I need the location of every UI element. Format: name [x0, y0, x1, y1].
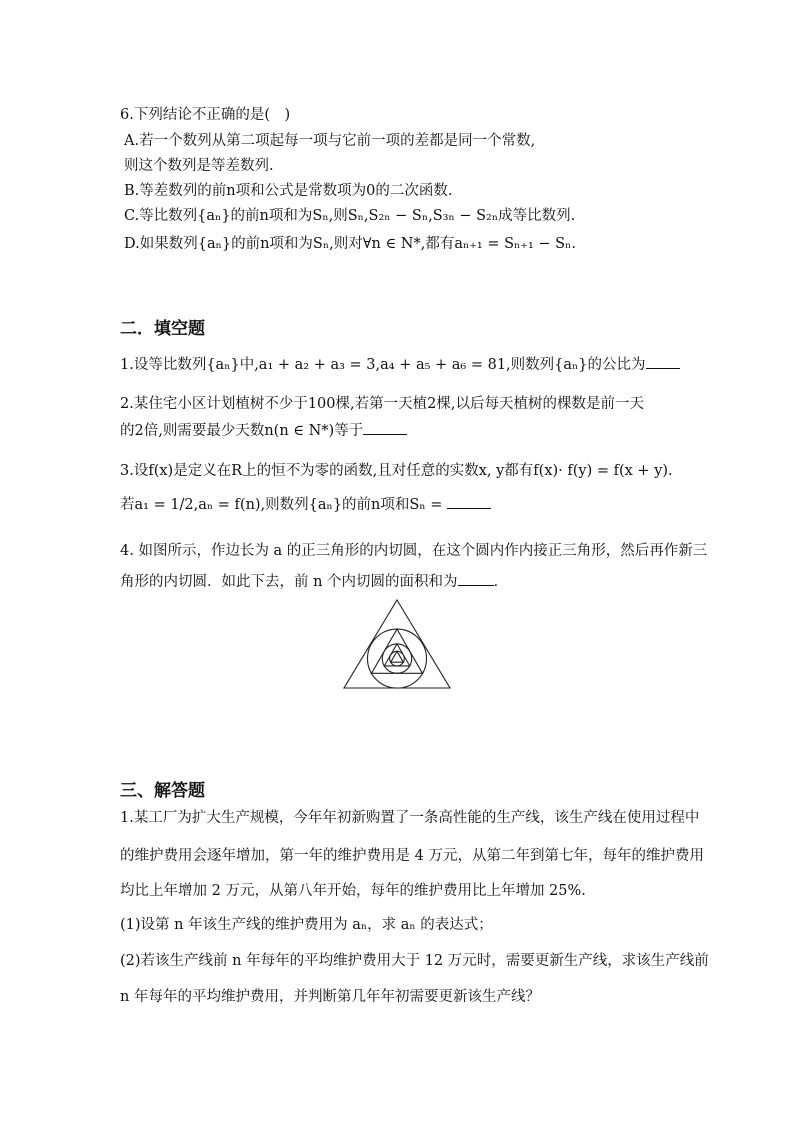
q6-stem: 6.下列结论不正确的是( ): [120, 107, 291, 123]
answer-blank: [363, 420, 407, 435]
fill-q3-line1: 3.设f(x)是定义在R上的恒不为零的函数,且对任意的实数x, y都有f(x)· f(y) = f(x + y).: [120, 463, 673, 479]
fill-q4-period: ．: [493, 574, 509, 590]
section-heading-solution: 三、解答题: [120, 781, 205, 801]
q6-option-b: B.等差数列的前n项和公式是常数项为0的二次函数.: [124, 183, 453, 199]
fill-q2-text: 的2倍,则需要最少天数n(n ∈ N*)等于: [120, 423, 364, 439]
section-heading-fill-blank: 二．填空题: [120, 319, 205, 339]
q6-option-a-line2: 则这个数列是等差数列.: [124, 158, 274, 174]
fill-q4-text: 角形的内切圆．如此下去，前 n 个内切圆的面积和为: [120, 574, 458, 590]
answer-blank: [646, 354, 680, 369]
solve-q1-line1: 1.某工厂为扩大生产规模，今年年初新购置了一条高性能的生产线，该生产线在使用过程中: [120, 810, 700, 826]
answer-blank: [447, 494, 491, 509]
fill-q1: [120, 354, 680, 375]
q6-option-c: C.等比数列{aₙ}的前n项和为Sₙ,则Sₙ,S₂ₙ − Sₙ,S₃ₙ − S₂ₙ成等比数列.: [124, 208, 576, 224]
solve-q1-part1: (1)设第 n 年该生产线的维护费用为 aₙ，求 aₙ 的表达式；: [120, 917, 493, 933]
fill-q4-line1: 4. 如图所示，作边长为 a 的正三角形的内切圆，在这个圆内作内接正三角形，然后再作新三: [120, 543, 708, 559]
q6-option-a-line1: A.若一个数列从第二项起每一项与它前一项的差都是同一个常数,: [124, 133, 536, 149]
fill-q3-text: 若a₁ = 1/2,aₙ = f(n),则数列{aₙ}的前n项和Sₙ =: [120, 497, 443, 513]
answer-blank: [458, 571, 494, 586]
incircle-2: [382, 644, 411, 673]
solve-q1-part2-line1: (2)若该生产线前 n 年每年的平均维护费用大于 12 万元时，需要更新生产线，求该生产线前: [120, 953, 709, 969]
solve-q1-line3: 均比上年增加 2 万元，从第八年开始，每年的维护费用比上年增加 25%.: [120, 883, 586, 899]
q6-option-d: D.如果数列{aₙ}的前n项和为Sₙ,则对∀n ∈ N*,都有aₙ₊₁ = Sₙ₊₁ − Sₙ.: [124, 236, 576, 252]
nested-triangles-circles-figure: [342, 598, 452, 690]
incircle-1: [368, 629, 427, 688]
fill-q2-line1: 2.某住宅小区计划植树不少于100棵,若第一天植2棵,以后每天植树的棵数是前一天: [120, 396, 644, 412]
fill-q4-line2: [120, 571, 508, 592]
fill-q2-line2: [120, 420, 407, 441]
incircle-3: [390, 651, 405, 666]
fill-q1-text: 1.设等比数列{aₙ}中,a₁ + a₂ + a₃ = 3,a₄ + a₅ + a₆ = 81,则数列{aₙ}的公比为: [120, 357, 646, 373]
solve-q1-part2-line2: n 年每年的平均维护费用，并判断第几年年初需要更新该生产线？: [120, 989, 540, 1005]
solve-q1-line2: 的维护费用会逐年增加，第一年的维护费用是 4 万元，从第二年到第七年，每年的维护费用: [120, 848, 704, 864]
fill-q3-line2: [120, 494, 491, 515]
